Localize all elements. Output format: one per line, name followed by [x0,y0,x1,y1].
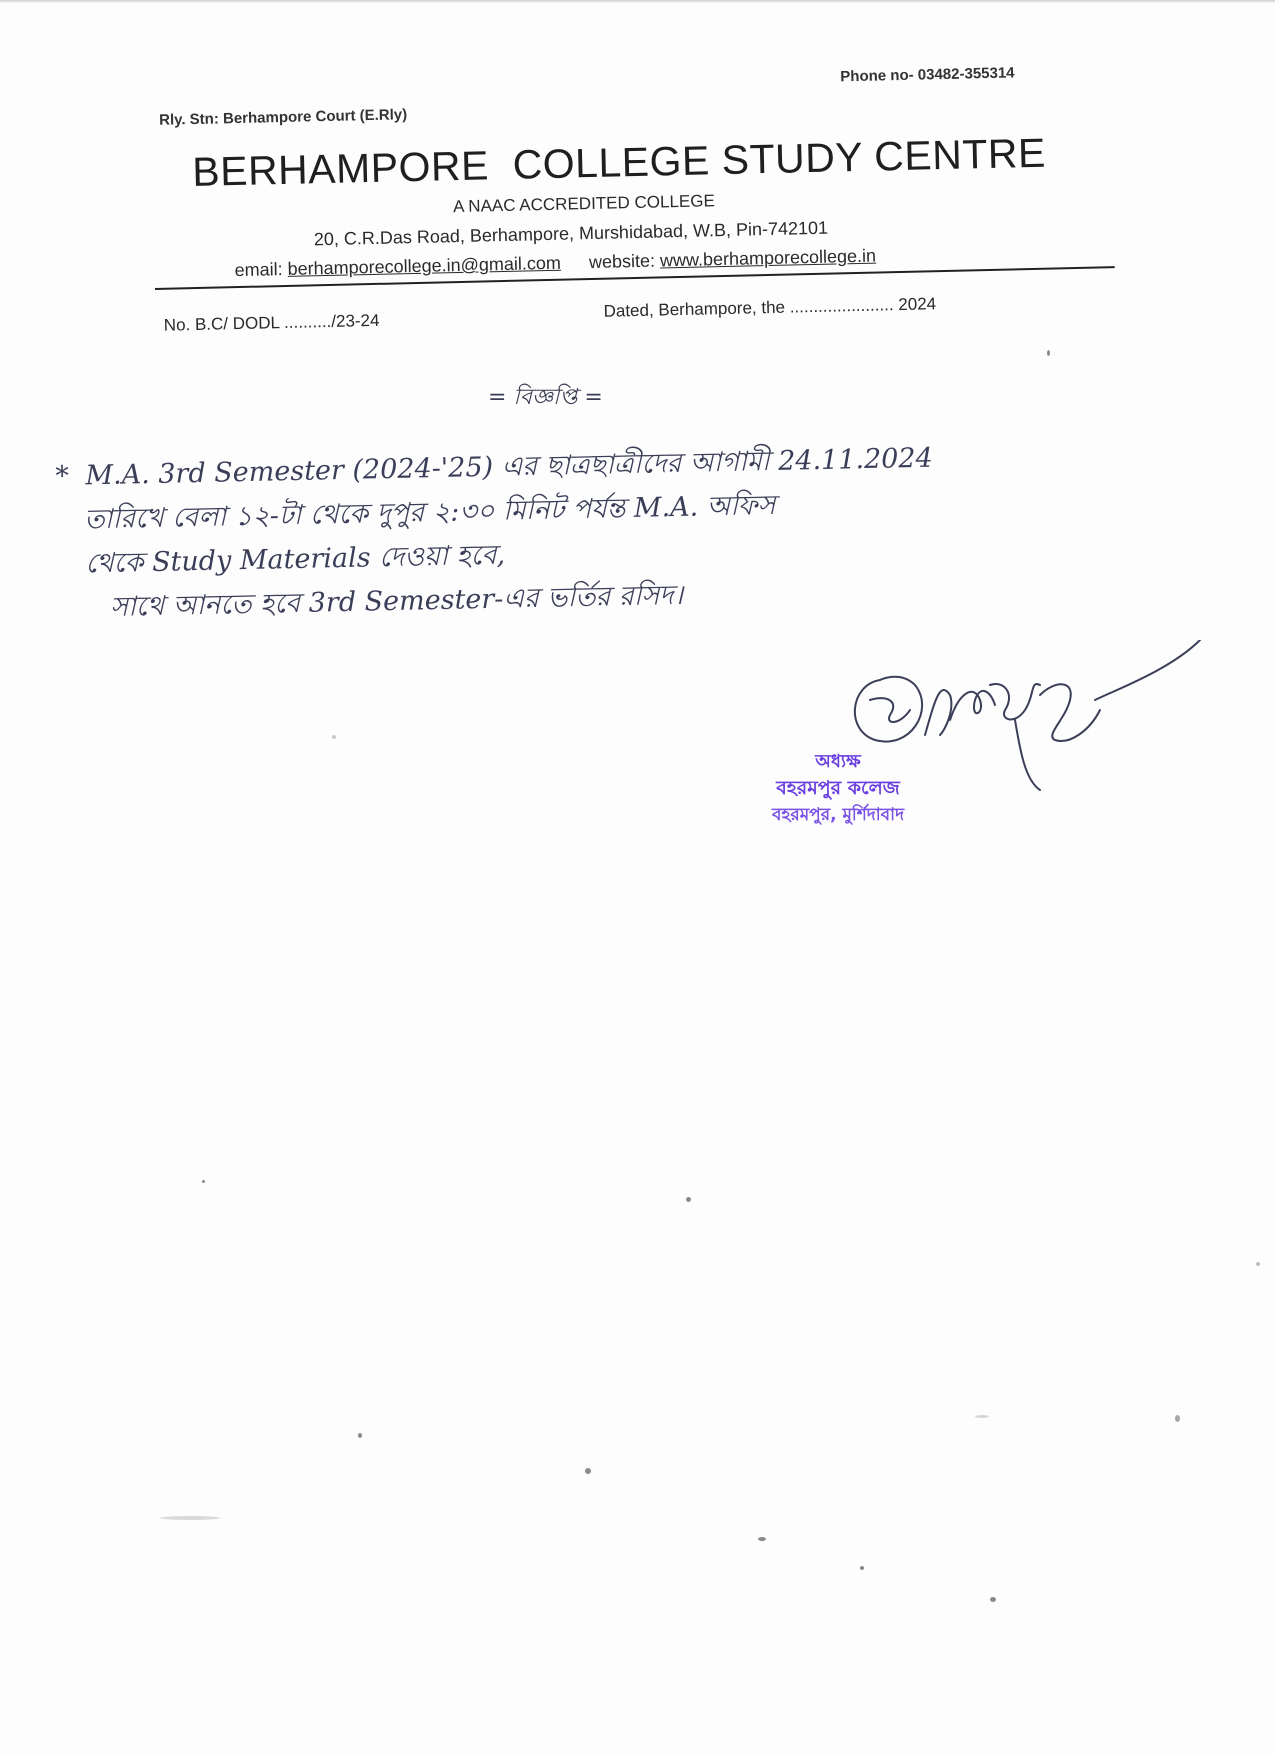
scan-speck [686,1197,691,1202]
website-label: website: [588,250,656,273]
reference-number: No. B.C/ DODL ........../23-24 [163,310,380,335]
scan-speck [332,735,336,739]
scan-speck [758,1537,766,1541]
notice-text-1: M.A. 3rd Semester (2024-'25) এর ছাত্রছাত্রীদের আগামী 24.11.2024 [85,442,934,492]
letterhead [150,48,1135,335]
email-link[interactable]: berhamporecollege.in@gmail.com [287,252,562,279]
notice-line-3: থেকে Study Materials দেওয়া হবে, [84,539,506,580]
scan-speck [585,1468,591,1474]
phone-number: Phone no- 03482-355314 [840,64,1015,86]
notice-line-2: তারিখে বেলা ১২-টা থেকে দুপুর ২:৩০ মিনিট পর্যন্ত M.A. অফিস [84,489,776,536]
address-line: 20, C.R.Das Road, Berhampore, Murshidabad, W.B, Pin-742101 [313,217,829,250]
scan-speck [1175,1415,1180,1422]
scan-speck [975,1415,989,1418]
scan-speck [1047,350,1050,356]
institution-title: BERHAMPORE COLLEGE STUDY CENTRE [191,129,1047,196]
notice-heading: = বিজ্ঞপ্তি = [488,385,603,410]
stamp-college: বহরমপুর কলেজ [776,777,900,799]
bullet-mark: * [55,460,70,492]
email-label: email: [234,259,283,281]
accreditation-line: A NAAC ACCREDITED COLLEGE [452,191,716,217]
contact-line [234,246,876,282]
scan-speck [160,1516,220,1520]
scan-speck [358,1433,362,1438]
notice-line-4: সাথে আনতে হবে 3rd Semester-এর ভর্তির রসিদ। [109,579,684,623]
scan-speck [990,1597,996,1602]
scan-speck [1256,1262,1260,1266]
railway-station: Rly. Stn: Berhampore Court (E.Rly) [158,106,408,129]
scan-edge [0,0,1275,3]
notice-body [55,431,1198,631]
scan-speck [202,1180,205,1183]
scan-speck [860,1566,864,1570]
stamp-location: বহরমপুর, মুর্শিদাবাদ [772,805,904,825]
principal-stamp [738,748,938,829]
date-line: Dated, Berhampore, the ...................... 2024 [603,294,937,321]
website-link[interactable]: www.berhamporecollege.in [659,245,877,271]
stamp-designation: অধ্যক্ষ [815,751,861,772]
